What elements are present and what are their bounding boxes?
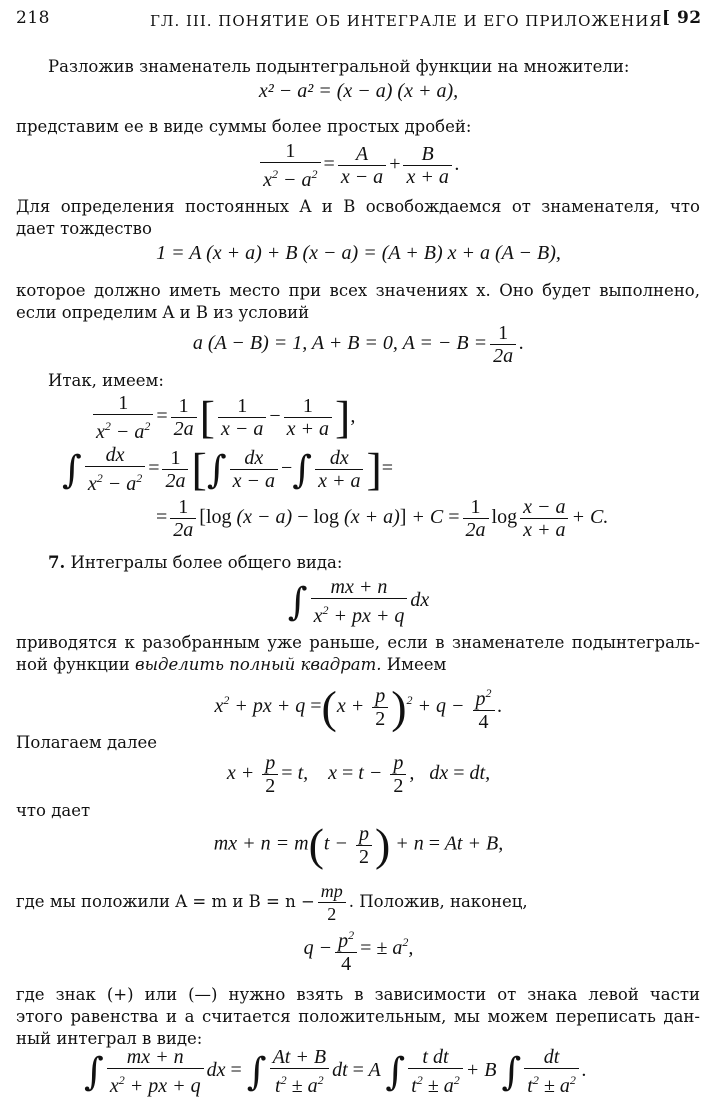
formula-a-squared-start: q −	[303, 937, 333, 960]
paragraph-gives: что дает	[16, 801, 91, 820]
paragraph-complete-square-cont	[16, 654, 446, 676]
formula-conditions-text: a (A − B) = 1, A + B = 0, A = − B =	[192, 332, 488, 355]
formula-a-squared: q − $\frac{p^2}{4}$ = ± $a^2$,	[0, 924, 717, 975]
formula-numerator: mx + n = m(t − $\frac{p}{2}$ ) + n = At + B,	[213, 819, 504, 870]
text-segment: . Положив, наконец,	[348, 892, 528, 911]
paragraph-constants: Для определения постоянных A и B освобождаемся от знаменателя, что	[16, 197, 700, 216]
formula-identity: 1 = A (x + a) + B (x − a) = (A + B) x + a (A − B),	[156, 242, 561, 264]
paragraph-constants-cont: дает тождество	[16, 219, 152, 238]
paragraph-sign-cont: этого равенства и a считается положительным, мы можем переписать дан-	[16, 1007, 700, 1026]
paragraph-sign-end: ный интеграл в виде:	[16, 1029, 203, 1048]
formula-rewritten-integral: ∫ $\frac{mx + n}{x^2 + px + q}$ dx = ∫ $\frac{At + B}{t^2 \pm a^2}$ dt = A ∫ $\frac{\text{t dt}}{t^2 \pm a^2}$ + B ∫ $\frac{dt}{t^2 \pm a^2}$ .	[84, 1046, 587, 1097]
paragraph-conditions-cont: если определим A и B из условий	[16, 303, 310, 322]
paragraph-set-constants: где мы положили A = m и B = n − $\frac{mp}{2}$ . Положив, наконец,	[16, 881, 528, 924]
text-segment: где мы положили A = m и B = n −	[16, 892, 315, 911]
formula-integral-result: = $\frac{1}{2a}$ [log (x − a) − log (x + a)] + C = $\frac{1}{2a}$ log $\frac{x - a}{x + a}$ + C.	[156, 496, 609, 541]
running-title: ГЛ. III. ПОНЯТИЕ ОБ ИНТЕГРАЛЕ И ЕГО ПРИЛОЖЕНИЯ	[150, 12, 663, 30]
paragraph-factorize: Разложив знаменатель подынтегральной функции на множители:	[48, 57, 630, 76]
page-number: 218	[16, 8, 50, 28]
formula-partial-fractions: $\frac{1}{x^2 - a^2}$ = $\frac{A}{x - a}$ + $\frac{B}{x + a}$ .	[0, 140, 717, 191]
paragraph-sign: где знак (+) или (—) нужно взять в зависимости от знака левой части	[16, 985, 700, 1004]
italic-phrase: выделить полный квадрат.	[134, 655, 382, 674]
formula-complete-square: $x^2$ + px + q =(x + $\frac{p}{2}$ )$^2$ + q − $\frac{p^2}{4}$ .	[214, 681, 503, 733]
paragraph-general-integrals-text: Интегралы более общего вида:	[70, 553, 343, 572]
paragraph-thus: Итак, имеем:	[48, 371, 164, 390]
formula-factorization: x² − a² = (x − a) (x + a),	[258, 80, 459, 102]
formula-substitution: x + $\frac{p}{2}$ = t, x = t − $\frac{p}{2}$ , dx = dt,	[226, 752, 491, 797]
text-segment: Имеем	[386, 655, 447, 674]
formula-numerator-start: mx + n = m	[213, 832, 309, 855]
item-number: 7.	[48, 553, 66, 572]
paragraph-substitute: Полагаем далее	[16, 733, 157, 752]
paragraph-conditions: которое должно иметь место при всех значениях x. Оно будет выполнено,	[16, 281, 700, 300]
paragraph-general-integrals	[48, 552, 342, 574]
formula-conditions: a (A − B) = 1, A + B = 0, A = − B = $\frac{1}{2a}$ .	[192, 322, 525, 367]
section-number: [ 92	[662, 8, 702, 28]
formula-decomposition: $\frac{1}{x^2 - a^2}$ = $\frac{1}{2a}$ [ $\frac{1}{x - a}$ − $\frac{1}{x + a}$ ],	[90, 392, 355, 443]
text-segment: ной функции	[16, 655, 130, 674]
formula-integral-split: ∫ $\frac{dx}{x^2 - a^2}$ = $\frac{1}{2a}$ [∫ $\frac{dx}{x - a}$ −∫ $\frac{dx}{x + a}$ ]=	[62, 443, 394, 495]
paragraph-partial-fractions: представим ее в виде суммы более простых дробей:	[16, 117, 472, 136]
formula-general-integral: ∫ $\frac{mx + n}{x^2 + px + q}$ dx	[287, 576, 430, 627]
paragraph-complete-square: приводятся к разобранным уже раньше, если в знаменателе подынтеграль-	[16, 633, 700, 652]
